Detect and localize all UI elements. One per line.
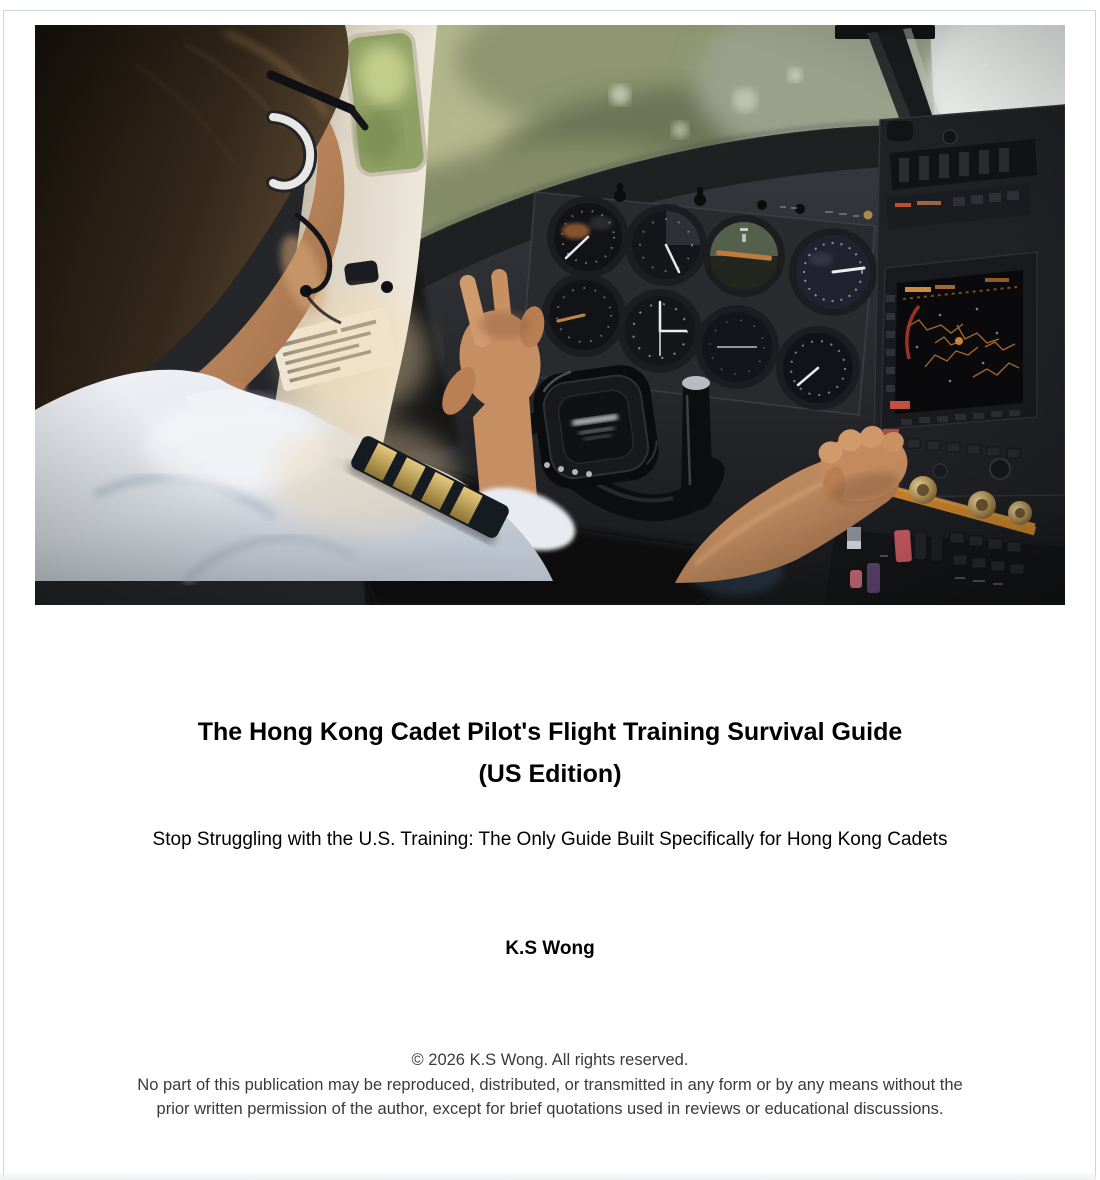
book-title-line1: The Hong Kong Cadet Pilot's Flight Training Survival Guide [197, 718, 903, 746]
book-title [0, 711, 1100, 795]
book-subtitle: Stop Struggling with the U.S. Training: The Only Guide Built Specifically for Hong Kong Cadets [152, 829, 948, 850]
copyright-line: © 2026 K.S Wong. All rights reserved. [411, 1051, 689, 1069]
next-page-edge [0, 1171, 1096, 1180]
photo-vignette [35, 25, 1065, 605]
book-title-line2: (US Edition) [478, 760, 622, 788]
copyright-body: No part of this publication may be reproduced, distributed, or transmitted in any form or by any means without the prior written permission of the author, except for brief quotations used in reviews or educational discussions. [137, 1075, 963, 1118]
copyright-notice [0, 1048, 1100, 1122]
cockpit-cover-photo [35, 25, 1065, 605]
author-name: K.S Wong [505, 938, 595, 959]
